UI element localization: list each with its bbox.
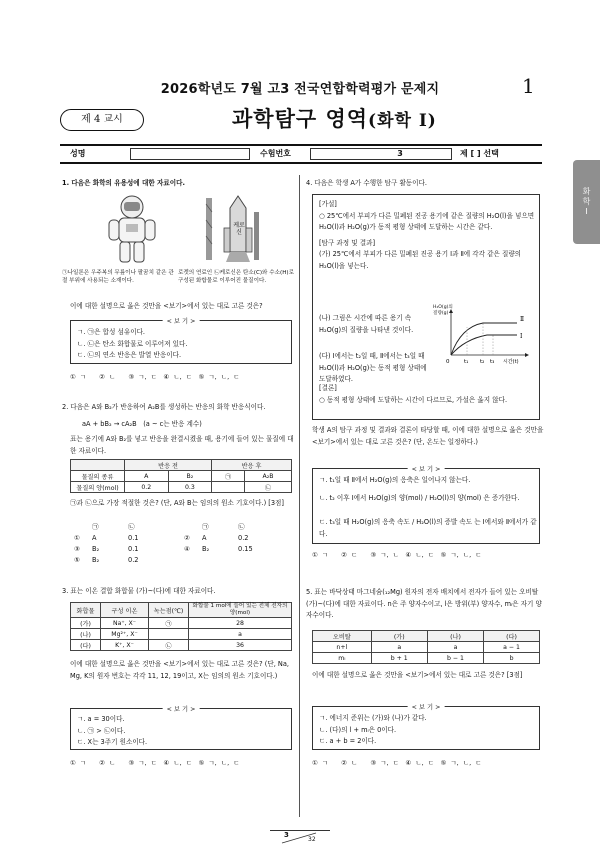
q2-opt-head: ㉠	[92, 523, 99, 531]
q2-group-before: 반응 전	[125, 460, 212, 471]
q1-prompt: 이에 대한 설명으로 옳은 것만을 <보기>에서 있는 대로 고른 것은?	[70, 302, 263, 310]
q5-cell: a	[371, 642, 427, 653]
q5-stem: 5. 표는 바닥상태 마그네슘(₁₂Mg) 원자의 전자 배치에서 전자가 들어 있는 오비탈 (가)~(다)에 대한 자료이다. n은 주 양자수이고, l은 방위(부) 양자수, mₗ은 자기 양자수이다.	[306, 588, 542, 619]
q4-bogi-box	[312, 468, 540, 544]
q4-concl: ○ 동적 평형 상태에 도달하는 시간이 다르므로, 가설은 옳지 않다.	[319, 395, 508, 404]
q4-activity-box	[312, 194, 540, 420]
exam-no-field[interactable]	[310, 148, 452, 160]
q1-bogi-item: ㄴ. ㉡은 탄소 화합물로 이루어져 있다.	[77, 339, 188, 348]
exam-no-label: 수험번호	[260, 149, 291, 158]
q3-cell: a	[189, 629, 292, 640]
select-label: 제 [ ] 선택	[460, 149, 499, 158]
q3-cell: K⁺, X⁻	[101, 640, 149, 651]
q5-cell: mₗ	[313, 653, 372, 664]
column-divider	[299, 175, 300, 817]
q2-cell: B₂	[168, 471, 212, 482]
q4-graph-origin: 0	[446, 359, 450, 365]
q2-table	[70, 459, 292, 493]
q3-cell: (가)	[71, 618, 101, 629]
q2-opt-val: 0.1	[128, 545, 139, 553]
q2-opt-head: ㉡	[238, 523, 245, 531]
exam-title: 2026학년도 7월 고3 전국연합학력평가 문제지	[160, 82, 440, 97]
q3-table	[70, 602, 292, 651]
q2-cell	[212, 482, 245, 493]
q1-bogi-item: ㄷ. ㉡의 연소 반응은 발열 반응이다.	[77, 351, 182, 359]
q5-cell: a	[427, 642, 483, 653]
q3-cell: 28	[189, 618, 292, 629]
q5-bogi-item: ㄱ. 에너지 준위는 (가)와 (나)가 같다.	[319, 714, 427, 722]
q2-opt-val: A	[202, 534, 207, 542]
q3-header: 녹는점(℃)	[149, 603, 189, 618]
q2-row-label: 물질의 양(mol)	[71, 482, 125, 493]
q3-stem: 3. 표는 이온 결합 화합물 (가)~(다)에 대한 자료이다.	[62, 587, 216, 595]
q4-graph-tick: t₂	[480, 359, 485, 365]
q2-opt-num: ②	[184, 534, 190, 542]
q1-stem: 1. 다음은 화학의 유용성에 대한 자료이다.	[62, 179, 185, 187]
q3-bogi-item: ㄱ. a = 30이다.	[77, 715, 125, 723]
q5-header: (나)	[427, 631, 483, 642]
q2-opt-val: 0.15	[238, 545, 253, 553]
q4-bogi-item: ㄷ. t₃일 때 H₂O(g)의 응축 속도 / H₂O(l)의 증발 속도 는 Ⅰ에서와 Ⅱ에서가 같다.	[319, 518, 537, 538]
q3-cell: Na⁺, X⁻	[101, 618, 149, 629]
q4-bogi-item: ㄴ. t₂ 이후 Ⅰ에서 H₂O(g)의 양(mol) / H₂O(l)의 양(mol) 은 증가한다.	[319, 494, 520, 502]
q4-prompt: 학생 A의 탐구 과정 및 결과와 결론이 타당할 때, 이에 대한 설명으로 옳은 것만을 <보기>에서 있는 대로 고른 것은? (단, 온도는 일정하다.)	[312, 426, 544, 446]
q3-bogi-title: < 보 기 >	[163, 704, 200, 713]
q4-proc-b: (나) 그림은 시간에 따른 용기 속 H₂O(g)의 질량을 나타낸 것이다.	[319, 314, 414, 334]
footer-page: 3	[284, 831, 289, 839]
footer-total: 32	[308, 836, 316, 843]
q3-header: 화합물	[71, 603, 101, 618]
q2-prompt: ㉠과 ㉡으로 가장 적절한 것은? (단, A와 B는 임의의 원소 기호이다.) [3점]	[70, 499, 284, 507]
q3-cell: Mg²⁺, X⁻	[101, 629, 149, 640]
q4-hyp-title: [가설]	[319, 200, 337, 208]
q3-bogi-box	[70, 708, 292, 750]
rocket-label: 케로신	[233, 222, 245, 236]
q5-cell: a − 1	[484, 642, 540, 653]
q2-equation: aA + bB₂ → cA₂B (a ~ c는 반응 계수)	[82, 420, 202, 428]
q3-header: 구성 이온	[101, 603, 149, 618]
q5-header: 오비탈	[313, 631, 372, 642]
q2-opt-num: ④	[184, 545, 190, 553]
q3-prompt: 이에 대한 설명으로 옳은 것만을 <보기>에서 있는 대로 고른 것은? (단, Na, Mg, K의 원자 번호는 각각 11, 12, 19이고, X는 임의의 원소 기호이다.)	[70, 660, 289, 680]
q2-options	[70, 522, 296, 566]
q4-graph-tick: t₃	[490, 359, 495, 365]
subject-title	[232, 103, 437, 133]
q2-opt-val: A	[92, 534, 97, 542]
q3-header: 화합물 1 mol에 들어 있는 전체 전자의 양(mol)	[189, 603, 292, 618]
q4-concl-title: [결론]	[319, 384, 337, 392]
q1-bogi-title: < 보 기 >	[163, 316, 200, 325]
q2-option-row[interactable]	[70, 533, 296, 544]
q2-opt-num: ⑤	[74, 556, 80, 564]
subject-sub: (화학 Ⅰ)	[368, 111, 437, 131]
q2-opt-val: 0.1	[128, 534, 139, 542]
q5-cell: b	[484, 653, 540, 664]
q5-table	[312, 630, 540, 664]
q5-header: (가)	[371, 631, 427, 642]
q3-cell: ㉠	[149, 618, 189, 629]
q2-opt-val: 0.2	[128, 556, 139, 564]
name-label: 성명	[70, 149, 86, 158]
q2-cell: 0.2	[125, 482, 169, 493]
q1-caption-right: 로켓의 연료인 ㉡케로신은 탄소(C)와 수소(H)로 구성된 화합물로 이루어진 물질이다.	[178, 270, 295, 284]
q4-bogi-item: ㄱ. t₁일 때 Ⅱ에서 H₂O(g)의 응축은 일어나지 않는다.	[319, 476, 471, 484]
q2-opt-num: ①	[74, 534, 80, 542]
q4-series-label: Ⅰ	[520, 333, 523, 340]
q3-cell: (나)	[71, 629, 101, 640]
q3-cell	[149, 629, 189, 640]
q2-opt-val: B₂	[92, 545, 100, 553]
q2-option-row[interactable]	[70, 544, 296, 555]
q4-proc-c: (다) Ⅰ에서는 t₂일 때, Ⅱ에서는 t₃일 때 H₂O(l)과 H₂O(g)는 동적 평형 상태에 도달하였다.	[319, 352, 427, 383]
q5-bogi-box	[312, 706, 540, 750]
q1-choices[interactable]: ① ㄱ ② ㄴ ③ ㄱ, ㄷ ④ ㄴ, ㄷ ⑤ ㄱ, ㄴ, ㄷ	[70, 373, 240, 381]
q2-opt-val: 0.2	[238, 534, 249, 542]
astronaut-icon	[100, 193, 164, 265]
q1-bogi-item: ㄱ. ㉠은 합성 섬유이다.	[77, 328, 146, 336]
q2-opt-num: ③	[74, 545, 80, 553]
q2-cell: ㉠	[212, 471, 245, 482]
name-field[interactable]	[130, 148, 250, 160]
page-footer	[270, 830, 330, 844]
q2-opt-val: B₂	[202, 545, 210, 553]
subject-side-tab: 화학Ⅰ	[573, 160, 600, 244]
q4-series-label: Ⅱ	[520, 316, 525, 323]
q2-cell: ㉡	[245, 482, 292, 493]
q4-graph-tick: t₁	[464, 359, 469, 365]
q4-graph-xlabel: 시간(t)	[503, 359, 519, 365]
q3-cell: 36	[189, 640, 292, 651]
q4-choices[interactable]: ① ㄱ ② ㄷ ③ ㄱ, ㄴ ④ ㄴ, ㄷ ⑤ ㄱ, ㄴ, ㄷ	[312, 551, 482, 559]
q3-bogi-item: ㄷ. X는 3주기 원소이다.	[77, 738, 148, 746]
q4-proc-title: [탐구 과정 및 결과]	[319, 238, 376, 247]
subject-main: 과학탐구 영역	[232, 106, 369, 131]
q4-graph	[431, 307, 539, 367]
q4-hyp: ○ 25℃에서 부피가 다른 밀폐된 진공 용기에 같은 질량의 H₂O(l)을 넣으면 H₂O(l)과 H₂O(g)가 동적 평형 상태에 도달하는 시간은 같다.	[319, 211, 535, 231]
q2-cell: A	[125, 471, 169, 482]
q4-graph-ylabel: H₂O(g)의 질량(g)	[433, 305, 453, 316]
q2-stem: 2. 다음은 A와 B₂가 반응하여 A₂B를 생성하는 반응의 화학 반응식이다.	[62, 403, 266, 411]
q2-cell: 0.3	[168, 482, 212, 493]
q5-bogi-title: < 보 기 >	[408, 702, 445, 711]
q2-option-row[interactable]	[70, 555, 296, 566]
q2-opt-head: ㉠	[202, 523, 209, 531]
q4-bogi-title: < 보 기 >	[408, 464, 445, 473]
q5-cell: b − 1	[427, 653, 483, 664]
q5-prompt: 이에 대한 설명으로 옳은 것만을 <보기>에서 있는 대로 고른 것은? [3점]	[312, 671, 523, 679]
q2-opt-val: B₂	[92, 556, 100, 564]
period-badge: 제 4 교시	[60, 109, 144, 131]
page-number: 1	[522, 74, 535, 98]
q5-bogi-item: ㄷ. a + b = 2이다.	[319, 737, 377, 745]
info-bar	[60, 144, 542, 164]
q1-bogi-box	[70, 320, 292, 364]
q5-choices[interactable]: ① ㄱ ② ㄴ ③ ㄱ, ㄷ ④ ㄴ, ㄷ ⑤ ㄱ, ㄴ, ㄷ	[312, 759, 482, 767]
q4-proc-a: (가) 25℃에서 부피가 다른 밀폐된 진공 용기 Ⅰ과 Ⅱ에 각각 같은 질량의 H₂O(l)을 넣는다.	[319, 250, 522, 270]
q3-choices[interactable]: ① ㄱ ② ㄴ ③ ㄱ, ㄷ ④ ㄴ, ㄷ ⑤ ㄱ, ㄴ, ㄷ	[70, 759, 240, 767]
q2-opt-head: ㉡	[128, 523, 135, 531]
q2-row-label: 물질의 종류	[71, 471, 125, 482]
q5-bogi-item: ㄴ. (다)의 l + mₗ은 0이다.	[319, 725, 397, 734]
q4-stem: 4. 다음은 학생 A가 수행한 탐구 활동이다.	[306, 179, 428, 187]
q1-caption-left: ㉠나일론은 우주복의 무릎이나 팔꿈치 같은 관절 부위에 사용되는 소재이다.	[62, 270, 174, 284]
q3-cell: (다)	[71, 640, 101, 651]
q5-cell: b + 1	[371, 653, 427, 664]
q5-cell: n+l	[313, 642, 372, 653]
q2-group-after: 반응 후	[212, 460, 292, 471]
q2-desc: 표는 용기에 A와 B₂를 넣고 반응을 완결시켰을 때, 용기에 들어 있는 물질에 대한 자료이다.	[70, 435, 294, 455]
q2-cell: A₂B	[245, 471, 292, 482]
q3-bogi-item: ㄴ. ㉠ > ㉡이다.	[77, 726, 126, 735]
exam-no-digit: 3	[397, 149, 403, 158]
footer-slash-icon	[270, 831, 330, 845]
q3-cell: ㉡	[149, 640, 189, 651]
q5-header: (다)	[484, 631, 540, 642]
